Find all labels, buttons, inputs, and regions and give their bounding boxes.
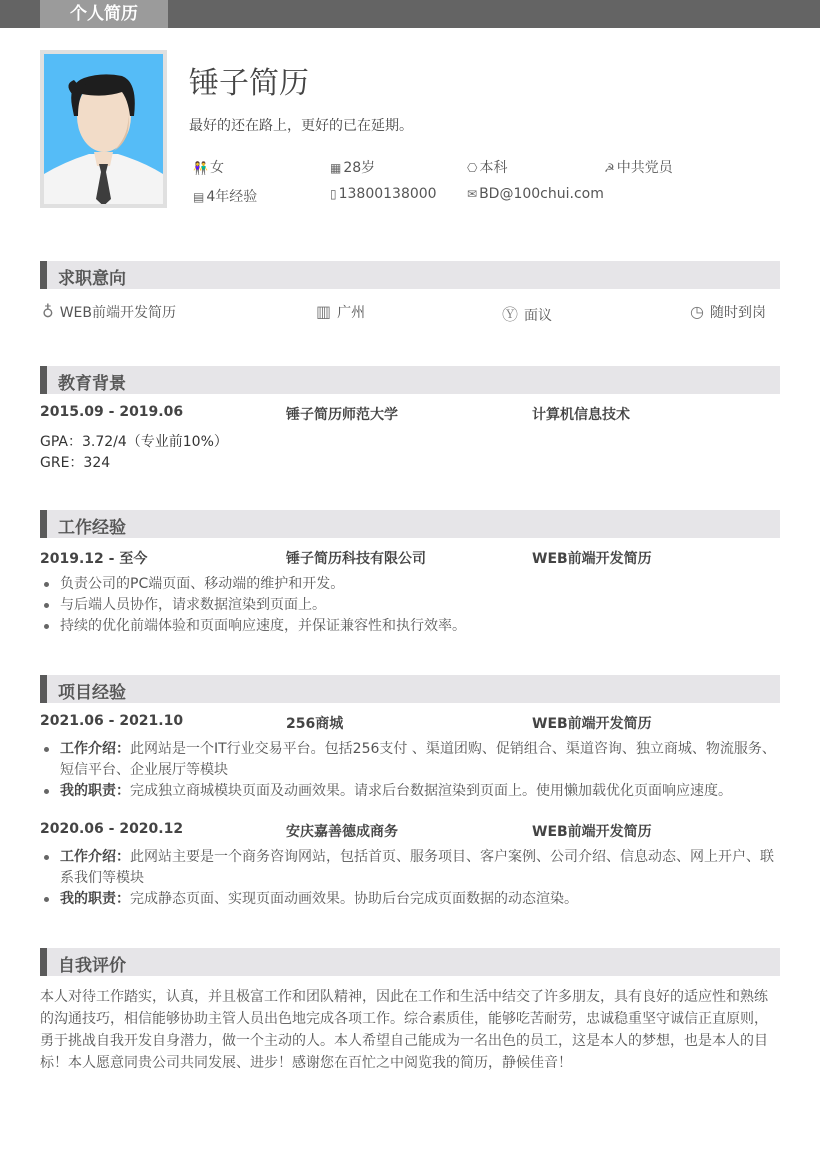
project-date: 2021.06 - 2021.10 [40, 713, 184, 729]
graduation-icon: ⎔ [467, 161, 478, 175]
intro-label: 工作介绍： [60, 741, 130, 757]
intro-text: 此网站主要是一个商务咨询网站，包括首页、服务项目、客户案例、公司介绍、信息动态、网上开户、联系我们等模块 [60, 849, 774, 886]
work-duty: 负责公司的PC端页面、移动端的维护和开发。 [40, 574, 780, 595]
info-text: 28岁 [343, 160, 376, 176]
duty-text: 完成静态页面、实现页面动画效果。协助后台完成页面数据的动态渲染。 [130, 891, 578, 907]
candidate-name: 锤子简历 [189, 66, 309, 101]
intent-position [42, 302, 176, 322]
calendar-icon: ▦ [330, 161, 342, 175]
intro-text: 此网站是一个IT行业交易平台。包括256支付 、渠道团购、促销组合、渠道咨询、独立商城、物流服务、短信平台、企业展厅等模块 [60, 741, 776, 778]
resume-tab[interactable]: 个人简历 [40, 0, 168, 28]
section-work [40, 510, 780, 538]
info-text: 中共党员 [616, 160, 673, 176]
tie-icon: ♁ [42, 302, 54, 321]
intent-salary [502, 302, 552, 325]
project-intro [40, 739, 780, 781]
work-duty: 持续的优化前端体验和页面响应速度，并保证兼容性和执行效率。 [40, 616, 780, 637]
info-degree [467, 157, 507, 177]
document-icon: ▤ [193, 190, 205, 204]
intent-text: 面议 [524, 308, 553, 324]
project-role: WEB前端开发简历 [532, 716, 652, 732]
info-text: 本科 [479, 160, 508, 176]
work-date: 2019.12 - 至今 [40, 551, 148, 567]
intent-text: WEB前端开发简历 [59, 305, 177, 321]
section-title: 项目经验 [58, 683, 126, 703]
avatar [40, 50, 167, 208]
info-phone [330, 186, 437, 202]
section-self-evaluation [40, 948, 780, 976]
info-text: 13800138000 [338, 186, 437, 202]
info-text: 4年经验 [206, 189, 258, 205]
intent-city [316, 302, 365, 322]
edu-gre: GRE：324 [40, 455, 111, 471]
motto: 最好的还在路上，更好的已在延期。 [189, 118, 413, 134]
project-date: 2020.06 - 2020.12 [40, 821, 184, 837]
info-age [330, 157, 375, 177]
info-experience [193, 186, 257, 206]
clock-icon: ◷ [690, 302, 704, 321]
edu-date: 2015.09 - 2019.06 [40, 404, 184, 420]
section-projects [40, 675, 780, 703]
mail-icon: ✉ [467, 187, 478, 201]
building-icon: ▥ [316, 302, 332, 321]
duty-text: 完成独立商城模块页面及动画效果。请求后台数据渲染到页面上。使用懒加载优化页面响应速度。 [130, 783, 732, 799]
section-title: 自我评价 [58, 956, 126, 976]
work-duty: 与后端人员协作，请求数据渲染到页面上。 [40, 595, 780, 616]
section-title: 教育背景 [58, 374, 126, 394]
project-intro [40, 847, 780, 889]
work-position: WEB前端开发简历 [532, 551, 652, 567]
project-name: 安庆嘉善德成商务 [286, 824, 398, 840]
party-icon: ☭ [604, 161, 615, 175]
info-party [604, 157, 673, 177]
info-text: BD@100chui.com [479, 186, 604, 202]
intent-availability [690, 302, 766, 322]
duty-label: 我的职责： [60, 783, 130, 799]
intro-label: 工作介绍： [60, 849, 130, 865]
project-name: 256商城 [286, 716, 344, 732]
work-company: 锤子简历科技有限公司 [286, 551, 426, 567]
project-duty [40, 781, 780, 802]
info-email [467, 186, 604, 202]
project-duty [40, 889, 780, 910]
section-title: 求职意向 [58, 269, 126, 289]
phone-icon: ▯ [330, 187, 337, 201]
section-title: 工作经验 [58, 518, 126, 538]
edu-gpa: GPA：3.72/4（专业前10%） [40, 434, 228, 450]
gender-icon: 👫 [193, 161, 208, 175]
duty-label: 我的职责： [60, 891, 130, 907]
info-gender [193, 157, 224, 177]
yen-icon: Ⓨ [502, 305, 519, 324]
intent-text: 随时到岗 [709, 305, 766, 321]
self-evaluation-text: 本人对待工作踏实，认真，并且极富工作和团队精神，因此在工作和生活中结交了许多朋友，具有良好的适应性和熟练的沟通技巧，相信能够协助主管人员出色地完成各项工作。综合素质佳，能够吃苦耐劳，忠诚稳重坚守诚信正直原则，勇于挑战自我开发自身潜力，做一个主动的人。本人希望自己能成为一名出色的员工，这是本人的梦想，也是本人的目标！本人愿意同贵公司共同发展、进步！感谢您在百忙之中阅览我的简历，静候佳音！ [40, 989, 768, 1071]
intent-text: 广州 [337, 305, 366, 321]
edu-school: 锤子简历师范大学 [286, 407, 398, 423]
info-text: 女 [209, 160, 224, 176]
edu-major: 计算机信息技术 [532, 407, 630, 423]
project-role: WEB前端开发简历 [532, 824, 652, 840]
section-job-intent [40, 261, 780, 289]
section-education [40, 366, 780, 394]
